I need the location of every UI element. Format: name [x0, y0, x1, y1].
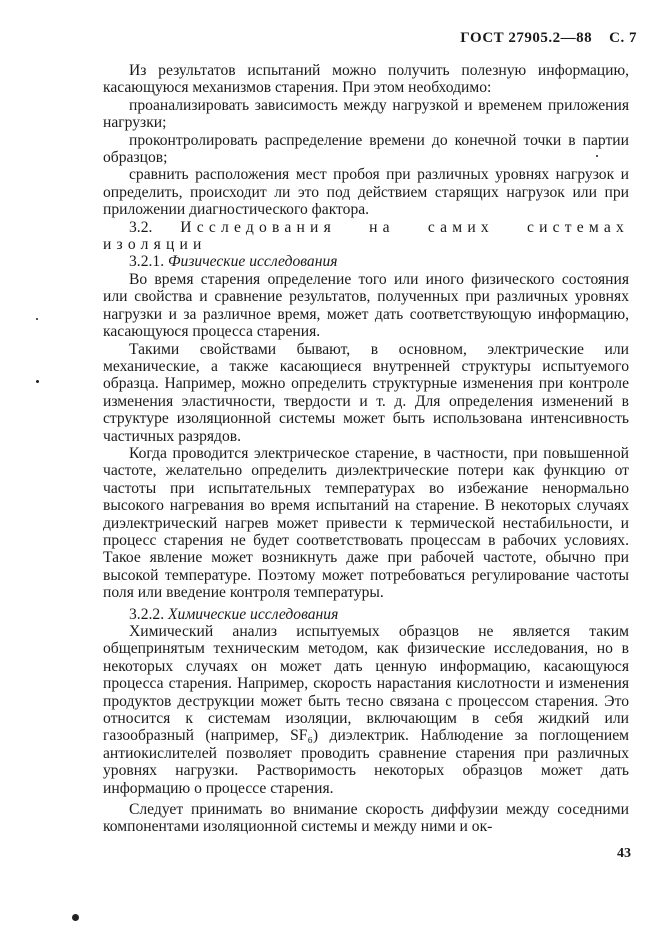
paragraph: Химический анализ испытуемых образцов не является таким общепринятым техническим методом, как физические исследования, но в некоторых случаях он может дать ценную информацию, касающуюся процесса старения. Например, скорость нарастания кислотности и изменения продуктов деструкции может быть тесно связана с процессом старения. Это относится к системам изоляции, включающим в себя жидкий или газообразный (например, SF₆) диэлектрик. Наблюдение за поглощением антиокислителей позволяет проводить сравнение старения при различных уровнях нагрузки. Растворимость некоторых образцов может дать информацию о процессе старения.: [103, 623, 629, 797]
document-body: [103, 62, 629, 836]
page-number: 43: [617, 846, 631, 861]
scan-speck: [36, 380, 39, 383]
paragraph: Из результатов испытаний можно получить полезную информацию, касающуюся механизмов старения. При этом необходимо:: [103, 62, 629, 97]
section-number: 3.2.2.: [129, 605, 165, 623]
paragraph: Во время старения определение того или иного физического состояния или свойства и сравнение результатов, полученных при различных уровнях нагрузки и за различное время, может дать соответствующую информацию, касающуюся процесса старения.: [103, 270, 629, 341]
paragraph: Следует принимать во внимание скорость диффузии между соседними компонентами изоляционной системы и между ними и ок-: [103, 801, 629, 836]
section-heading-3-2-2: [103, 606, 629, 623]
paragraph: Когда проводится электрическое старение, в частности, при повышенной частоте, желательно определить диэлектрические потери как функцию от частоты при испытательных температурах во избежание ненормально высокого нагревания во время испытаний на старение. В некоторых случаях диэлектрический нагрев может привести к термической нестабильности, и процесс старения не будет соответствовать процессам в рабочих условиях. Такое явление может возникнуть даже при рабочей частоте, обычно при высокой температуре. Поэтому может потребоваться регулирование частоты поля или введение контроля температуры.: [103, 444, 629, 602]
section-number: 3.2.1.: [129, 253, 165, 271]
paragraph: Такими свойствами бывают, в основном, электрические или механические, а также касающиеся внутренней структуры испытуемого образца. Например, можно определить структурные изменения при контроле изменения эластичности, твердости и т. д. Для определения изменений в структуре изоляционной системы может быть использована интенсивность частичных разрядов.: [103, 340, 629, 445]
section-title: Физические исследования: [168, 253, 338, 271]
list-item: проанализировать зависимость между нагрузкой и временем приложения нагрузки;: [103, 96, 629, 132]
standard-code: ГОСТ 27905.2—88: [460, 30, 593, 46]
scan-speck: [72, 914, 79, 921]
page-label: С. 7: [609, 30, 637, 46]
section-heading-3-2: [103, 219, 629, 254]
section-heading-3-2-1: [103, 253, 629, 270]
scan-speck: [596, 155, 598, 157]
list-item: сравнить расположения мест пробоя при различных уровнях нагрузок и определить, происходит ли это под действием старящих нагрузок или при приложении диагностического фактора.: [103, 166, 629, 219]
scan-speck: [36, 318, 38, 320]
section-title: Исследования на самих системах изоляции: [103, 218, 629, 254]
page-header: [460, 30, 637, 47]
list-item: проконтролировать распределение времени до конечной точки в партии образцов;: [103, 131, 629, 167]
section-title: Химические исследования: [168, 605, 339, 623]
section-number: 3.2.: [129, 218, 153, 236]
